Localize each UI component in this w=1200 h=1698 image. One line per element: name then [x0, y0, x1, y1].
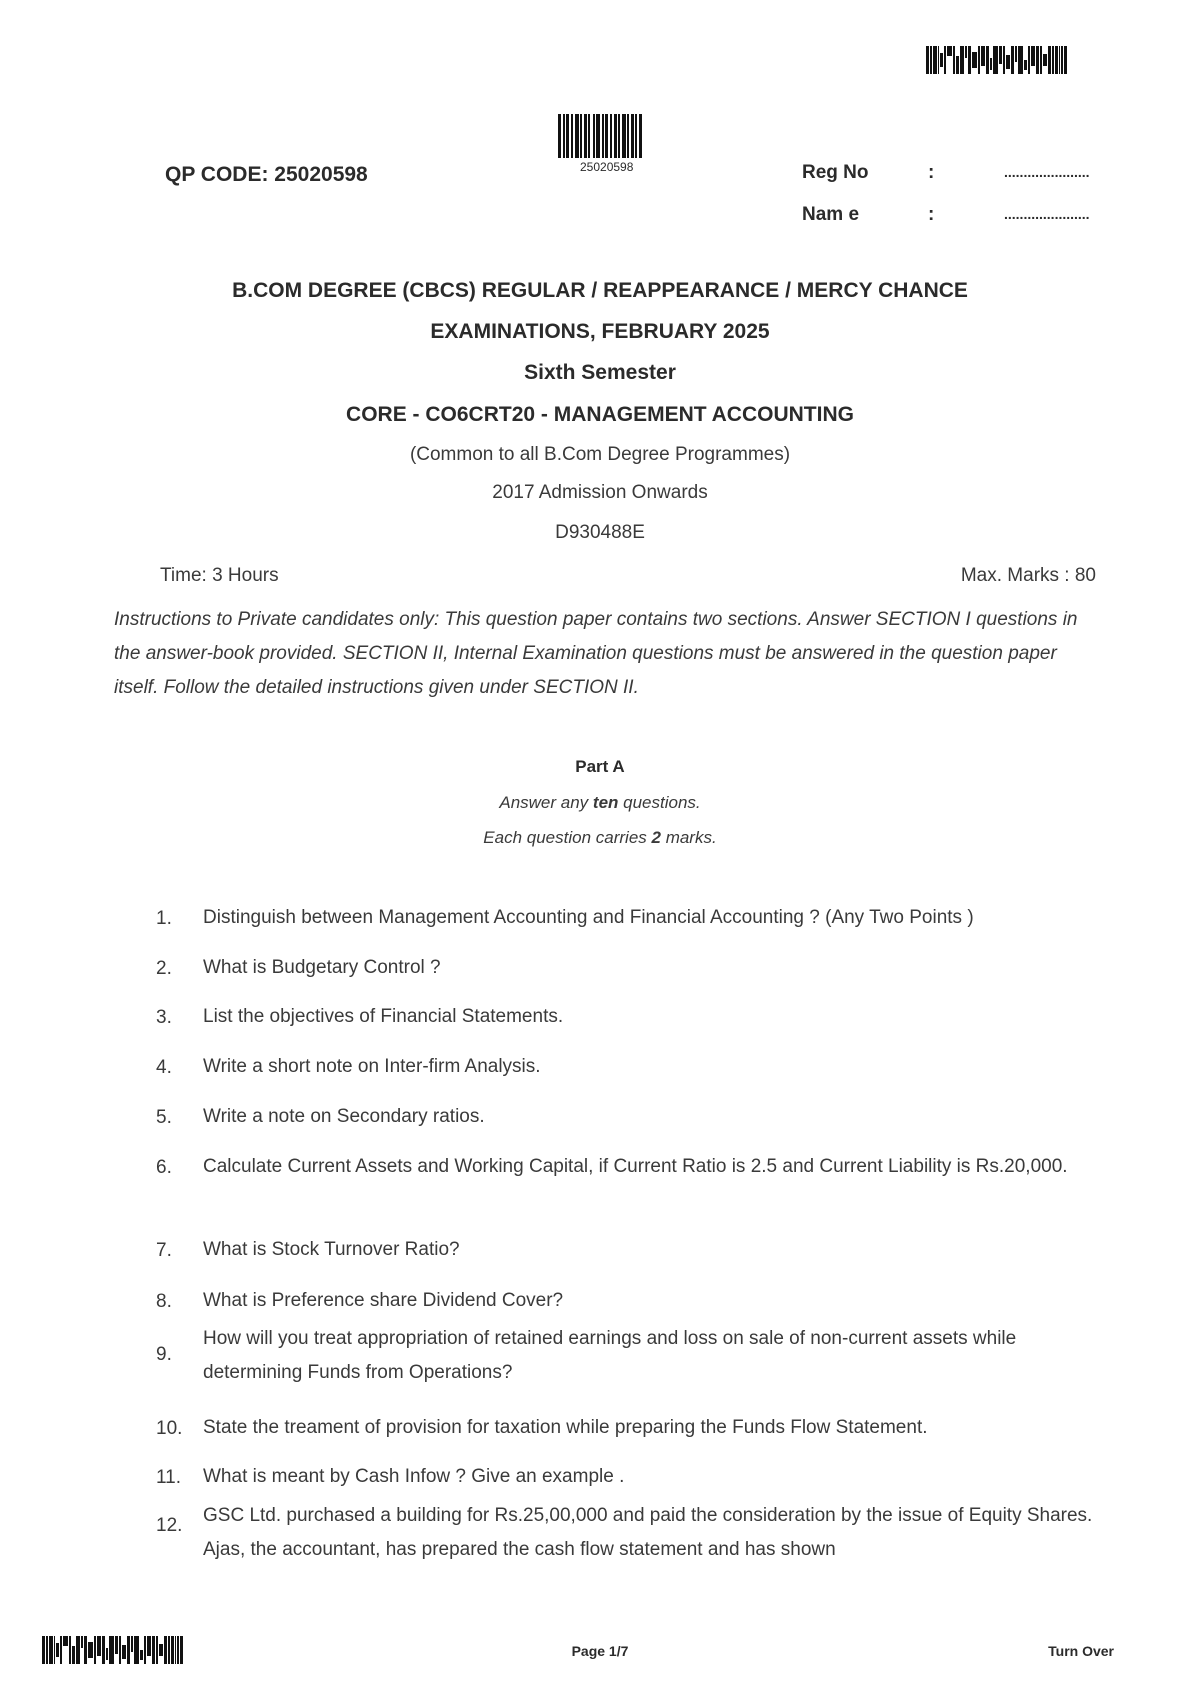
- page-number: Page 1/7: [571, 1643, 629, 1659]
- carries-pre: Each question carries: [483, 828, 652, 847]
- question-text: State the treament of provision for taxation while preparing the Funds Flow Statement.: [203, 1417, 928, 1438]
- question-text: What is Stock Turnover Ratio?: [203, 1239, 460, 1260]
- question-text: How will you treat appropriation of retained earnings and loss on sale of non-current assets while determining Funds from Operations?: [203, 1328, 1017, 1383]
- linear-barcode: [558, 114, 642, 158]
- instructions: Instructions to Private candidates only: This question paper contains two sections. Answer SECTION I questions in the answer-book provided. SECTION II, Internal Examination questions must be answered in the question paper itself. Follow the detailed instructions given under SECTION II.: [114, 609, 1078, 698]
- question-number: 3.: [156, 1007, 172, 1028]
- question-number: 5.: [156, 1107, 172, 1128]
- question-text: Distinguish between Management Accounting and Financial Accounting ? (Any Two Points ): [203, 907, 974, 928]
- reg-no-colon: :: [928, 162, 935, 183]
- question-number: 12.: [156, 1515, 183, 1536]
- course-title: CORE - CO6CRT20 - MANAGEMENT ACCOUNTING: [346, 403, 854, 426]
- question-text: List the objectives of Financial Statements.: [203, 1006, 564, 1027]
- name-field: ......................: [1004, 206, 1090, 222]
- exam-title-line1: B.COM DEGREE (CBCS) REGULAR / REAPPEARANCE / MERCY CHANCE: [232, 279, 968, 302]
- question-text: GSC Ltd. purchased a building for Rs.25,00,000 and paid the consideration by the issue of Equity Shares. Ajas, the accountant, has prepared the cash flow statement and has shown: [203, 1505, 1093, 1560]
- marks-count: 2: [651, 828, 661, 847]
- part-a-marks-instruction: [0, 828, 1200, 848]
- answer-pre: Answer any: [499, 793, 593, 812]
- question-text: What is meant by Cash Infow ? Give an example .: [203, 1466, 625, 1487]
- question-text: What is Preference share Dividend Cover?: [203, 1290, 564, 1311]
- reg-no-field: ......................: [1004, 164, 1090, 180]
- paper-code: D930488E: [555, 522, 645, 543]
- part-a-title: Part A: [575, 757, 625, 776]
- question-number: 4.: [156, 1057, 172, 1078]
- exam-time: Time: 3 Hours: [160, 565, 279, 586]
- answer-count: ten: [592, 793, 619, 812]
- exam-title-line2: EXAMINATIONS, FEBRUARY 2025: [430, 320, 770, 343]
- top-qr-code: [926, 46, 1068, 74]
- qp-code: QP CODE: 25020598: [165, 163, 368, 186]
- question-number: 1.: [156, 908, 172, 929]
- question-text: Write a note on Secondary ratios.: [203, 1106, 485, 1127]
- question-number: 6.: [156, 1157, 172, 1178]
- barcode-number: 25020598: [580, 160, 634, 174]
- question-number: 2.: [156, 958, 172, 979]
- question-number: 7.: [156, 1240, 172, 1261]
- carries-post: marks.: [660, 828, 717, 847]
- question-number: 8.: [156, 1291, 172, 1312]
- question-number: 11.: [156, 1467, 182, 1488]
- question-text: Calculate Current Assets and Working Capital, if Current Ratio is 2.5 and Current Liability is Rs.20,000.: [203, 1156, 1068, 1177]
- turn-over: Turn Over: [1048, 1643, 1114, 1659]
- question-number: 10.: [156, 1418, 183, 1439]
- question-text: What is Budgetary Control ?: [203, 957, 441, 978]
- part-a-answer-instruction: [0, 793, 1200, 813]
- common-note: (Common to all B.Com Degree Programmes): [409, 444, 791, 465]
- question-number: 9.: [156, 1344, 172, 1365]
- answer-post: questions.: [618, 793, 701, 812]
- max-marks: Max. Marks : 80: [960, 565, 1096, 586]
- question-text: Write a short note on Inter-firm Analysis.: [203, 1056, 541, 1077]
- reg-no-label: Reg No: [802, 162, 869, 183]
- name-colon: :: [928, 204, 935, 225]
- admission-note: 2017 Admission Onwards: [492, 482, 708, 503]
- semester: Sixth Semester: [524, 361, 676, 384]
- name-label: Nam e: [802, 204, 860, 225]
